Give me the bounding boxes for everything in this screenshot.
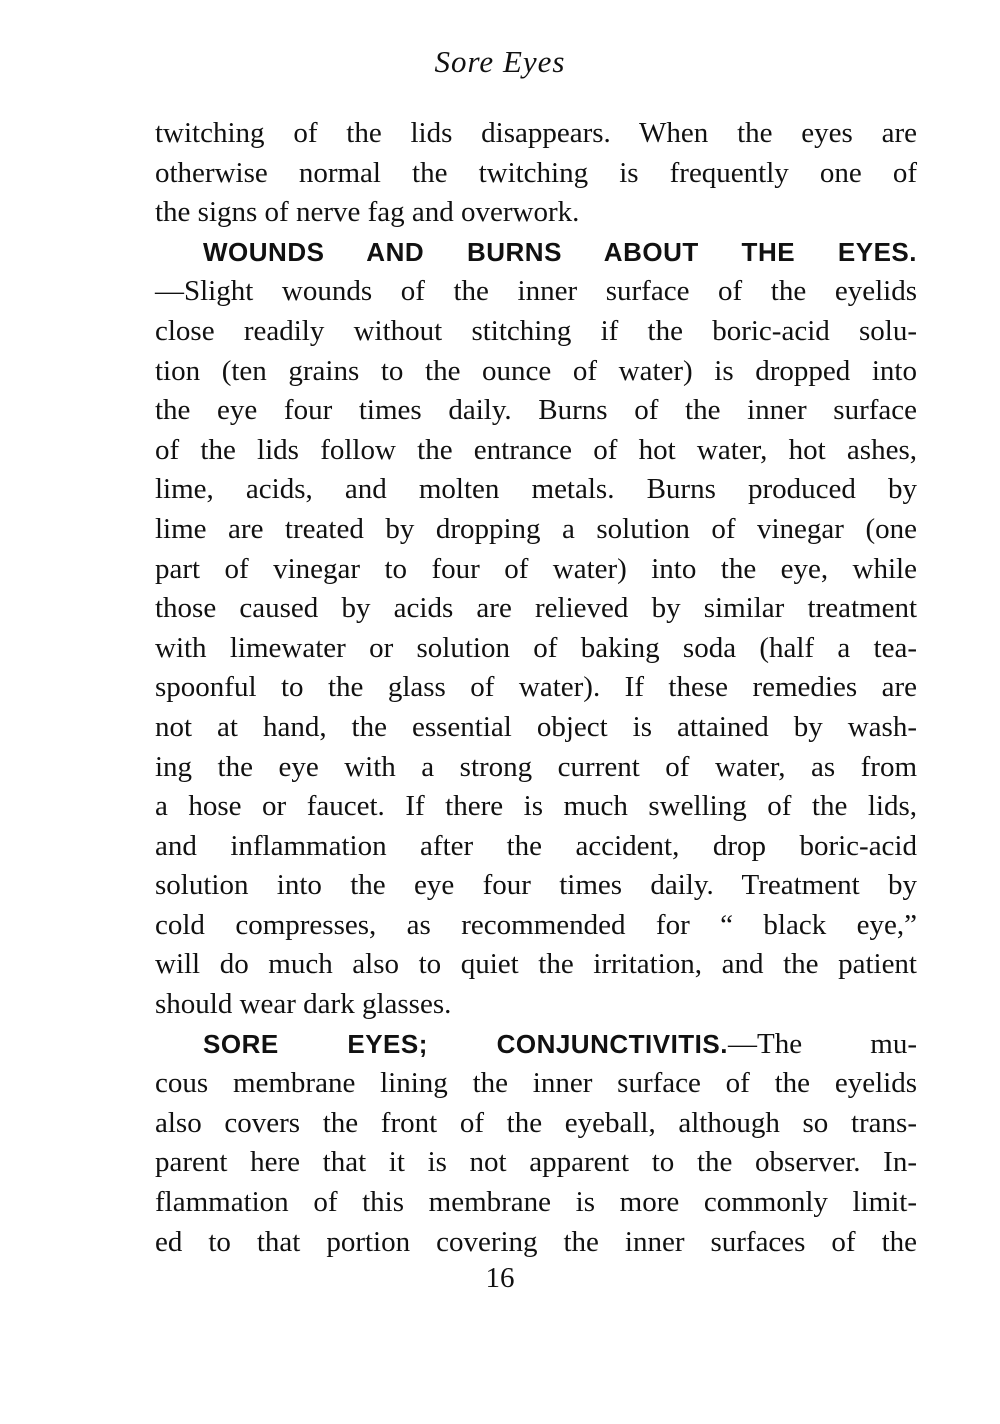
line-text: tion (ten grains to the ounce of water) is dropped into xyxy=(155,354,917,387)
text-line xyxy=(155,1025,917,1065)
line-text: not at hand, the essential object is attained by wash- xyxy=(155,710,917,743)
paragraph xyxy=(155,1025,917,1263)
text-line xyxy=(155,866,917,906)
section-heading: WOUNDS AND BURNS ABOUT THE EYES. xyxy=(203,236,917,267)
text-line xyxy=(155,906,917,946)
text-line xyxy=(155,985,917,1025)
text-line xyxy=(155,589,917,629)
line-text: with limewater or solution of baking soda (half a tea- xyxy=(155,631,917,664)
line-text: part of vinegar to four of water) into the eye, while xyxy=(155,552,917,585)
line-text: —Slight wounds of the inner surface of the eyelids xyxy=(155,275,917,308)
paragraph xyxy=(155,233,917,1025)
line-text: cous membrane lining the inner surface of the eyelids xyxy=(155,1067,917,1100)
text-line xyxy=(155,629,917,669)
line-text: close readily without stitching if the boric-acid solu- xyxy=(155,314,917,347)
text-line xyxy=(155,312,917,352)
text-line xyxy=(155,550,917,590)
page-number: 16 xyxy=(485,1262,515,1294)
text-line xyxy=(155,114,917,154)
line-text: of the lids follow the entrance of hot water, hot ashes, xyxy=(155,433,917,466)
line-text: those caused by acids are relieved by similar treatment xyxy=(155,592,917,625)
text-line xyxy=(155,827,917,867)
line-text: otherwise normal the twitching is frequently one of xyxy=(155,156,917,189)
text-line xyxy=(155,748,917,788)
line-text: the eye four times daily. Burns of the inner surface xyxy=(155,394,917,427)
body-text xyxy=(155,114,917,1262)
line-text: the signs of nerve fag and overwork. xyxy=(155,196,580,229)
text-line xyxy=(155,787,917,827)
line-text: should wear dark glasses. xyxy=(155,988,452,1021)
line-text: twitching of the lids disappears. When the eyes are xyxy=(155,117,917,149)
text-line xyxy=(155,708,917,748)
line-text: flammation of this membrane is more commonly limit- xyxy=(155,1186,917,1219)
text-line xyxy=(155,470,917,510)
line-text: ing the eye with a strong current of water, as from xyxy=(155,750,917,783)
text-line xyxy=(155,1183,917,1223)
text-line xyxy=(155,668,917,708)
text-line xyxy=(155,431,917,471)
line-text: also covers the front of the eyeball, although so trans- xyxy=(155,1106,917,1139)
line-text: spoonful to the glass of water). If these remedies are xyxy=(155,671,917,704)
line-text: lime are treated by dropping a solution of vinegar (one xyxy=(155,512,917,545)
text-line xyxy=(155,352,917,392)
section-heading: SORE EYES; CONJUNCTIVITIS. xyxy=(203,1028,728,1059)
text-line xyxy=(155,233,917,273)
text-line xyxy=(155,945,917,985)
line-text: will do much also to quiet the irritation, and the patient xyxy=(155,948,917,981)
line-text: and inflammation after the accident, drop boric-acid xyxy=(155,829,917,862)
running-head: Sore Eyes xyxy=(434,44,566,79)
text-line xyxy=(155,193,917,233)
line-text: parent here that it is not apparent to the observer. In- xyxy=(155,1146,917,1179)
text-line xyxy=(155,154,917,194)
text-line xyxy=(155,1064,917,1104)
text-line xyxy=(155,510,917,550)
text-line xyxy=(155,391,917,431)
line-text: solution into the eye four times daily. Treatment by xyxy=(155,869,917,902)
line-text: ed to that portion covering the inner surfaces of the xyxy=(155,1225,917,1258)
line-text: lime, acids, and molten metals. Burns produced by xyxy=(155,473,917,506)
line-text: cold compresses, as recommended for “ black eye,” xyxy=(155,908,917,941)
line-text: a hose or faucet. If there is much swelling of the lids, xyxy=(155,790,917,823)
line-text: —The mu- xyxy=(727,1027,917,1060)
paragraph xyxy=(155,114,917,233)
text-line xyxy=(155,1223,917,1263)
text-line xyxy=(155,272,917,312)
text-line xyxy=(155,1104,917,1144)
text-line xyxy=(155,1143,917,1183)
